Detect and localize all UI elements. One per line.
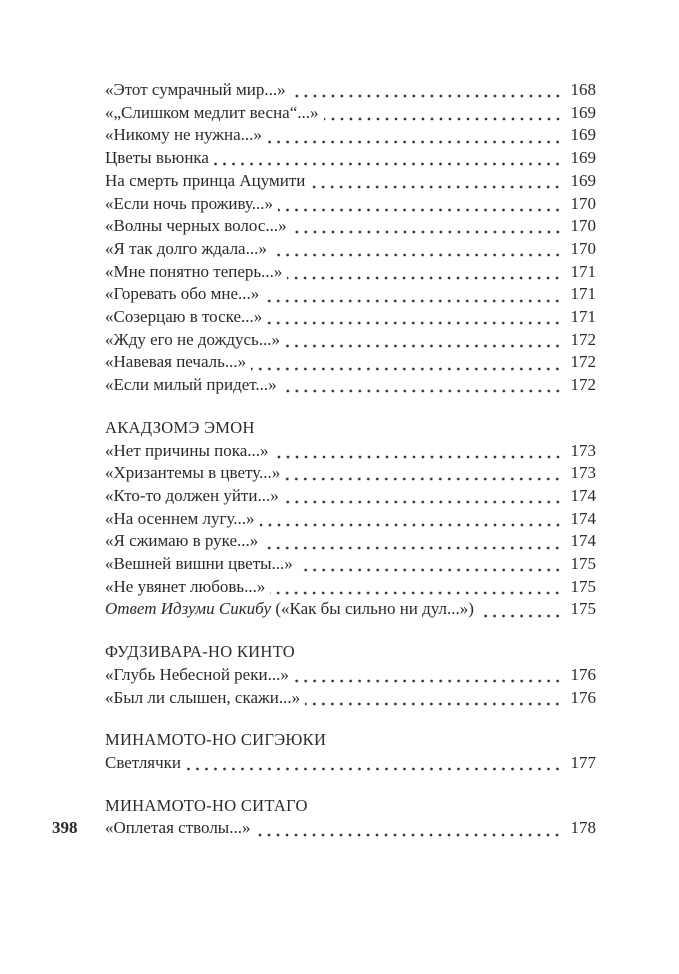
entry-title: «Мне понятно теперь...»: [105, 261, 283, 281]
entry-title: «Я так долго ждала...»: [105, 238, 267, 258]
entry-title: Цветы вьюнка: [105, 148, 209, 168]
dot-leader: [267, 124, 562, 147]
entry-page-number: 173: [570, 463, 596, 483]
section-heading: АКАДЗОМЭ ЭМОН: [105, 417, 255, 437]
toc-entry: [105, 598, 596, 621]
entry-page-number: 174: [570, 485, 596, 505]
dot-leader: [282, 374, 562, 397]
entry-title: «На осеннем лугу...»: [105, 508, 255, 528]
toc-entry: [105, 752, 596, 775]
entry-title: Ответ Идзуми Сикибу («Как бы сильно ни дул...»): [105, 599, 474, 619]
section-heading: МИНАМОТО-НО СИТАГО: [105, 795, 308, 815]
toc-entry: [105, 147, 596, 170]
toc-entry: [105, 530, 596, 553]
entry-page-number: 174: [570, 531, 596, 551]
toc-entry: [105, 485, 596, 508]
dot-leader: [479, 598, 562, 621]
toc-entry: [105, 238, 596, 261]
entry-title: «Я сжимаю в руке...»: [105, 531, 259, 551]
entry-page-number: 172: [570, 375, 596, 395]
toc-entry: [105, 124, 596, 147]
dot-leader: [285, 462, 562, 485]
dot-leader: [292, 215, 562, 238]
entry-title: «Созерцаю в тоске...»: [105, 307, 263, 327]
entry-title: «Горевать обо мне...»: [105, 284, 260, 304]
entry-page-number: 170: [570, 238, 596, 258]
toc-entry: [105, 440, 596, 463]
toc-entry: [105, 664, 596, 687]
toc-entry: [105, 462, 596, 485]
dot-leader: [324, 102, 562, 125]
entry-title: «Не увянет любовь...»: [105, 576, 266, 596]
toc-entry: [105, 553, 596, 576]
toc-entry: [105, 170, 596, 193]
entry-title: «Если милый придет...»: [105, 375, 277, 395]
entry-page-number: 169: [570, 102, 596, 122]
dot-leader: [251, 351, 562, 374]
entry-page-number: 177: [570, 752, 596, 772]
entry-title: «Глубь Небесной реки...»: [105, 664, 289, 684]
entry-page-number: 176: [570, 664, 596, 684]
dot-leader: [294, 664, 562, 687]
toc-entry: [105, 261, 596, 284]
dot-leader: [270, 576, 562, 599]
dot-leader: [274, 440, 562, 463]
entry-page-number: 176: [570, 687, 596, 707]
toc-section: [105, 417, 596, 621]
toc-entry: [105, 215, 596, 238]
entry-title: «Был ли слышен, скажи...»: [105, 687, 301, 707]
toc-entry: [105, 329, 596, 352]
toc: [105, 79, 596, 840]
toc-entry: [105, 79, 596, 102]
entry-page-number: 178: [570, 818, 596, 838]
entry-title: «Вешней вишни цветы...»: [105, 554, 293, 574]
entry-title: «Оплетая стволы...»: [105, 818, 251, 838]
entry-page-number: 168: [570, 80, 596, 99]
entry-page-number: 171: [570, 261, 596, 281]
entry-page-number: 172: [570, 352, 596, 372]
entry-page-number: 170: [570, 193, 596, 213]
entry-page-number: 174: [570, 508, 596, 528]
toc-entry: [105, 687, 596, 710]
entry-title: «Нет причины пока...»: [105, 440, 269, 460]
dot-leader: [214, 147, 562, 170]
entry-title-italic: Ответ Идзуми Сикибу: [105, 599, 272, 619]
page-folio-number: 398: [52, 818, 78, 837]
entry-title: «Кто-то должен уйти...»: [105, 485, 279, 505]
entry-page-number: 175: [570, 554, 596, 574]
entry-page-number: 171: [570, 284, 596, 304]
dot-leader: [285, 329, 562, 352]
dot-leader: [272, 238, 562, 261]
entry-page-number: 172: [570, 329, 596, 349]
dot-leader: [278, 193, 562, 216]
entry-title: «„Слишком медлит весна“...»: [105, 102, 319, 122]
dot-leader: [284, 485, 562, 508]
toc-entry: [105, 817, 596, 840]
toc-entry: [105, 374, 596, 397]
dot-leader: [287, 261, 562, 284]
toc-entry: [105, 306, 596, 329]
toc-section: [105, 795, 596, 840]
section-heading: ФУДЗИВАРА-НО КИНТО: [105, 642, 295, 662]
dot-leader: [310, 170, 562, 193]
dot-leader: [298, 553, 562, 576]
entry-title: Светлячки: [105, 752, 182, 772]
dot-leader: [186, 752, 562, 775]
entry-title: На смерть принца Ацумити: [105, 170, 306, 190]
toc-entry: [105, 283, 596, 306]
toc-section: [105, 729, 596, 774]
toc-section: [105, 641, 596, 709]
toc-entry: [105, 193, 596, 216]
entry-title: «Этот сумрачный мир...»: [105, 80, 286, 99]
toc-entry: [105, 351, 596, 374]
entry-page-number: 175: [570, 599, 596, 619]
dot-leader: [291, 79, 562, 102]
dot-leader: [263, 530, 562, 553]
entry-page-number: 170: [570, 216, 596, 236]
entry-page-number: 169: [570, 148, 596, 168]
dot-leader: [267, 306, 562, 329]
dot-leader: [255, 817, 562, 840]
entry-page-number: 169: [570, 125, 596, 145]
entry-page-number: 175: [570, 576, 596, 596]
section-heading: МИНАМОТО-НО СИГЭЮКИ: [105, 730, 327, 750]
entry-title: «Жду его не дождусь...»: [105, 329, 281, 349]
toc-entry: [105, 576, 596, 599]
dot-leader: [260, 508, 562, 531]
entry-title: «Волны черных волос...»: [105, 216, 287, 236]
entry-title: «Если ночь проживу...»: [105, 193, 273, 213]
toc-entry: [105, 102, 596, 125]
entry-page-number: 171: [570, 307, 596, 327]
dot-leader: [305, 687, 562, 710]
entry-title: «Хризантемы в цвету...»: [105, 463, 281, 483]
dot-leader: [264, 283, 562, 306]
entry-title: «Никому не нужна...»: [105, 125, 262, 145]
toc-section: [105, 79, 596, 397]
entry-page-number: 173: [570, 440, 596, 460]
entry-title: «Навевая печаль...»: [105, 352, 247, 372]
toc-entry: [105, 508, 596, 531]
entry-page-number: 169: [570, 170, 596, 190]
